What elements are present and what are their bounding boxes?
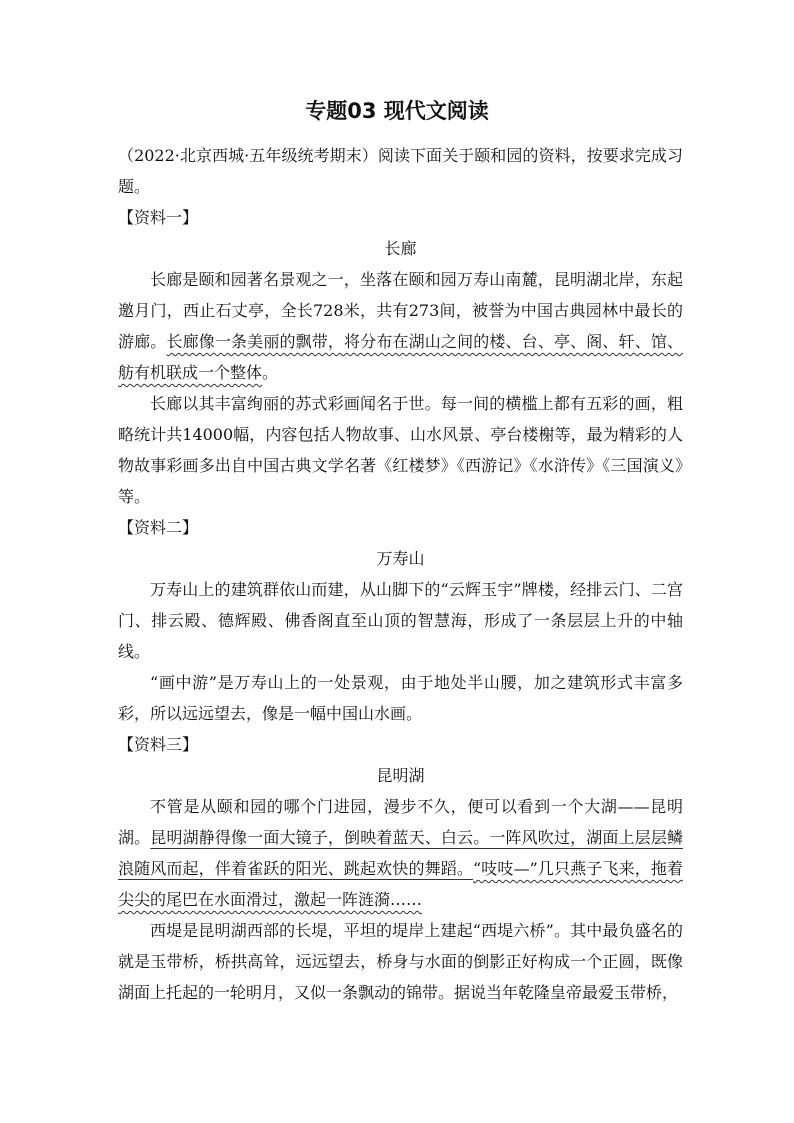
- material1-heading: 长廊: [384, 239, 417, 258]
- material1-text: 长廊是颐和园著名景观之一，坐落在颐和园万寿山南麓，昆明湖北岸，东起邀月门，西止石丈亭，全长728米，共有273间，被誉为中国古典园林中最长的游廊。: [118, 270, 683, 351]
- material1-underlined-sentence: 长廊像一条美丽的飘带，将分布在湖山之间的楼、台、亭、阁、轩、馆、舫有机联成一个整体: [118, 332, 683, 382]
- material3-paragraph2: 西堤是昆明湖西部的长堤，平坦的堤岸上建起“西堤六桥”。其中最负盛名的就是玉带桥，桥拱高耸，远远望去，桥身与水面的倒影正好构成一个正圆，既像湖面上托起的一轮明月，又似一条飘动的锦带。据说当年乾隆皇帝最爱玉带桥，: [118, 921, 683, 1002]
- material3-underlined-sentence: 昆明湖静得像一面大镜子，倒映着蓝天、白云。一阵风吹过，湖面上层层鳞浪随风而起，伴着雀跃的阳光、跳起欢快的舞蹈。: [118, 828, 683, 878]
- material3-wavy-sentence: “吱吱—”几只燕子飞来，拖着尖尖的尾巴在水面滑过，激起一阵涟漪……: [118, 859, 683, 909]
- material3-paragraph1: [118, 791, 683, 915]
- document-body: [118, 140, 683, 1008]
- material2-paragraph2: “画中游”是万寿山上的一处景观，由于地处半山腰，加之建筑形式丰富多彩，所以远远望去，像是一幅中国山水画。: [118, 673, 683, 723]
- material3-label: 【资料三】: [118, 735, 199, 754]
- material1-paragraph1: [118, 264, 683, 388]
- page-title: 专题03 现代文阅读: [305, 99, 489, 123]
- material1-period: 。: [262, 363, 279, 382]
- material3-heading: 昆明湖: [376, 766, 425, 785]
- material1-paragraph2: 长廊以其丰富绚丽的苏式彩画闻名于世。每一间的横槛上都有五彩的画，粗略统计共14000幅，内容包括人物故事、山水风景、亭台楼榭等，最为精彩的人物故事彩画多出自中国古典文学名著《红楼梦》《西游记》《水浒传》《三国演义》等。: [118, 394, 683, 506]
- material1-label: 【资料一】: [118, 208, 199, 227]
- material3-text: 不管是从颐和园的哪个门进园，漫步不久，便可以看到一个大湖——昆明湖。: [118, 797, 683, 847]
- material2-label: 【资料二】: [118, 518, 199, 537]
- intro-paragraph: （2022·北京西城·五年级统考期末）阅读下面关于颐和园的资料，按要求完成习题。: [118, 146, 683, 196]
- material2-paragraph1: 万寿山上的建筑群依山而建，从山脚下的“云辉玉宇”牌楼，经排云门、二宫门、排云殿、德辉殿、佛香阁直至山顶的智慧海，形成了一条层层上升的中轴线。: [118, 580, 683, 661]
- material2-heading: 万寿山: [376, 549, 425, 568]
